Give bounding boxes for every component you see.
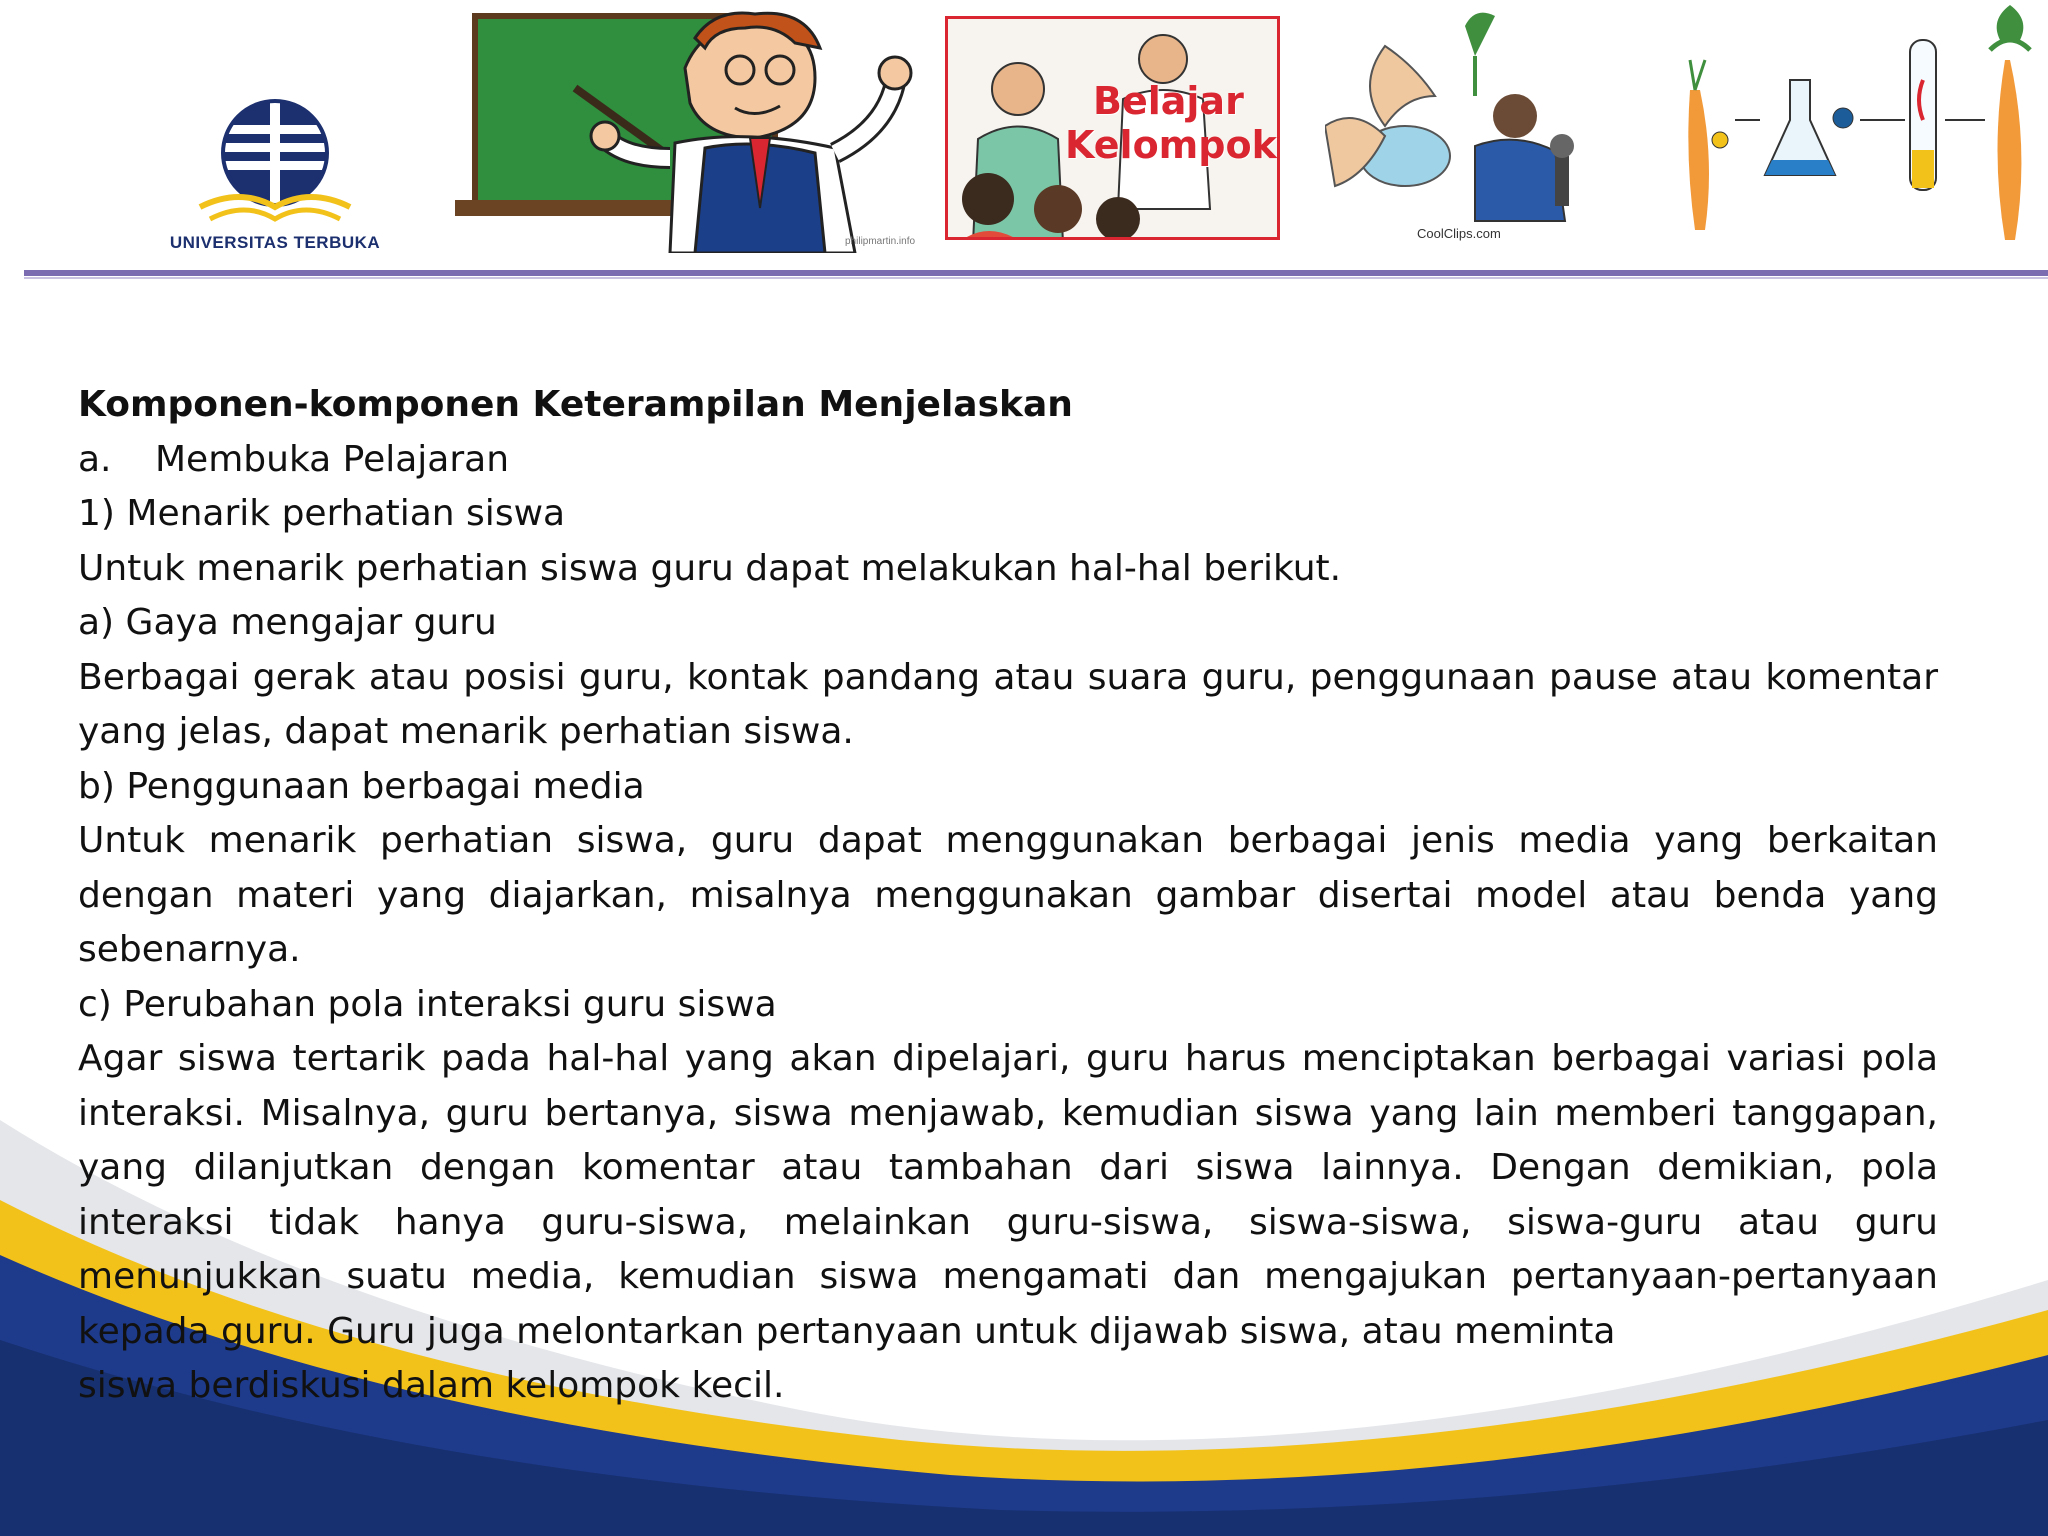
- laboratory-icon: [1325, 6, 1595, 236]
- teacher-caption: philipmartin.info: [845, 236, 916, 247]
- item-a: [78, 433, 1938, 488]
- intro-text: Untuk menarik perhatian siswa guru dapat melakukan hal-hal berikut.: [78, 547, 1342, 589]
- belajar-kelompok-image: [945, 16, 1280, 240]
- slide-content: [78, 378, 1938, 1414]
- subheading-c: c) Perubahan pola interaksi guru siswa: [78, 983, 777, 1025]
- subheading-a: a) Gaya mengajar guru: [78, 602, 497, 643]
- header-divider: [24, 270, 2048, 276]
- paragraph-b: Untuk menarik perhatian siswa, guru dapat menggunakan berbagai jenis media yang berkaitan dengan materi yang diajarkan, misalnya menggunakan gambar disertai model atau benda yang sebenarnya.: [78, 820, 1938, 970]
- paragraph-c-last: siswa berdiskusi dalam kelompok kecil.: [78, 1365, 785, 1406]
- tissue-culture-icon: [1660, 0, 2048, 250]
- logo-text: UNIVERSITAS TERBUKA: [169, 233, 381, 252]
- paragraph-c: Agar siswa tertarik pada hal-hal yang akan dipelajari, guru harus menciptakan berbagai variasi pola interaksi. Misalnya, guru bertanya, siswa menjawab, kemudian siswa yang lain memberi tanggapan, yang dilanjutkan dengan komentar atau tambahan dari siswa lainnya. Dengan demikian, pola interaksi tidak hanya guru-siswa, melainkan guru-siswa, siswa-siswa, siswa-guru atau guru menunjukkan suatu media, kemudian siswa mengamati dan mengajukan pertanyaan-pertanyaan kepada guru. Guru juga melontarkan pertanyaan untuk dijawab siswa, atau meminta: [78, 1038, 1938, 1352]
- subheading-b: b) Penggunaan berbagai media: [78, 765, 645, 807]
- header-banner: [0, 0, 2048, 270]
- teacher-illustration: [455, 8, 930, 253]
- ut-emblem-icon: [150, 95, 400, 230]
- item-a-text: Membuka Pelajaran: [155, 438, 510, 480]
- teacher-chalkboard-icon: [455, 8, 930, 253]
- item-a-label: a.: [78, 438, 112, 480]
- kelompok-label: Kelompok: [1065, 123, 1277, 167]
- paragraph-a: Berbagai gerak atau posisi guru, kontak pandang atau suara guru, penggunaan pause atau komentar yang jelas, dapat menarik perhatian siswa.: [78, 656, 1938, 752]
- scientist-illustration: [1325, 6, 1595, 246]
- slide-title: Komponen-komponen Keterampilan Menjelaskan: [78, 384, 1073, 425]
- university-logo: [150, 95, 400, 265]
- header-divider-light: [24, 277, 2048, 279]
- coolclips-caption: CoolClips.com: [1417, 226, 1501, 241]
- subheading-1: 1) Menarik perhatian siswa: [78, 493, 566, 534]
- belajar-label: Belajar: [1093, 79, 1244, 123]
- tissue-culture-diagram: [1660, 0, 2048, 250]
